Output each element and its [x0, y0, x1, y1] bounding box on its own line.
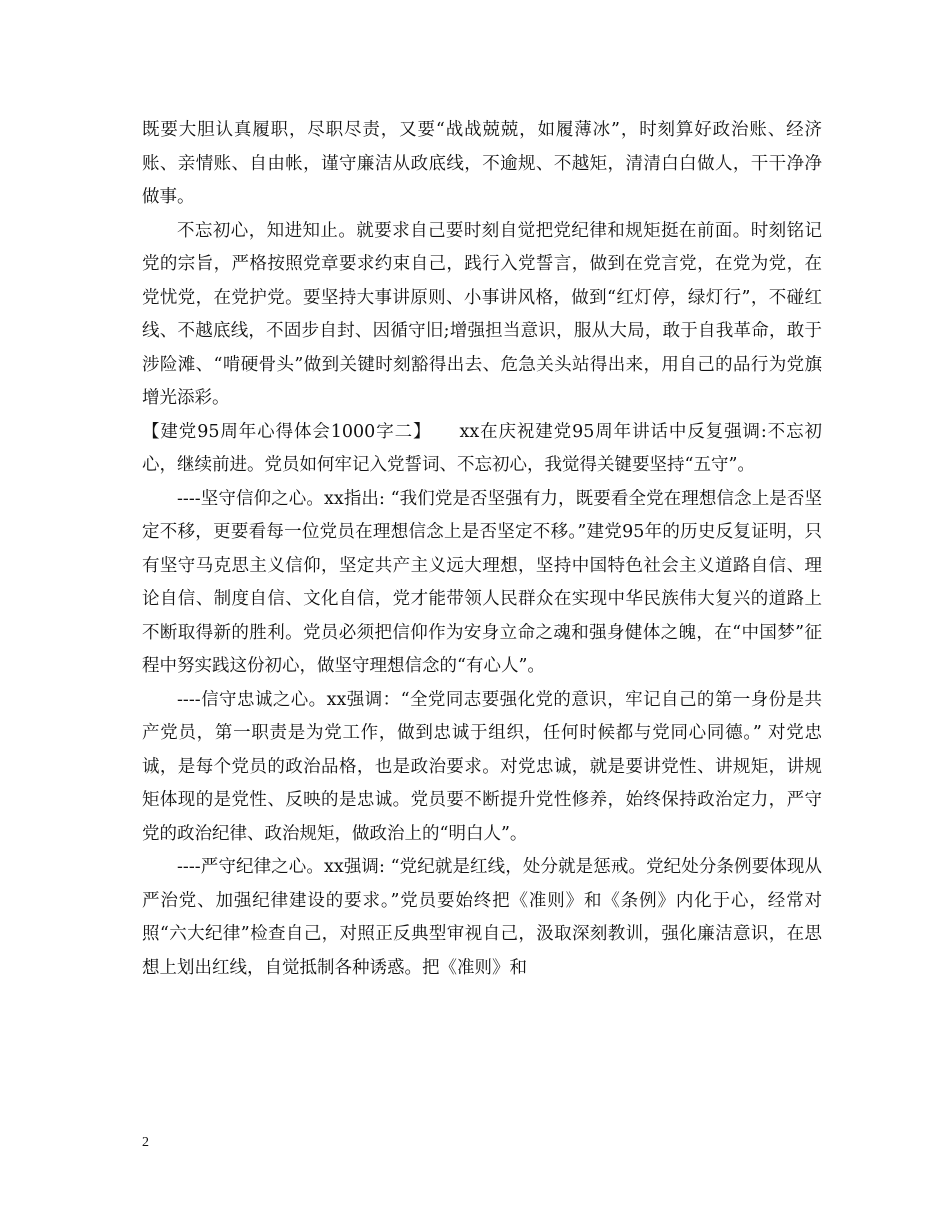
paragraph-4: ----坚守信仰之心。xx指出: “我们党是否坚强有力，既要看全党在理想信念上是否坚定不移，更要看每一位党员在理想信念上是否坚定不移。”建党95年的历史反复证明，只有坚守马克思主义信仰，坚定共产主义远大理想，坚持中国特色社会主义道路自信、理论自信、制度自信、文化自信，党才能带领人民群众在实现中华民族伟大复兴的道路上不断取得新的胜利。党员必须把信仰作为安身立命之魂和强身健体之魄，在“中国梦”征程中努实践这份初心，做坚守理想信念的“有心人”。 [142, 488, 822, 676]
paragraph-5: ----信守忠诚之心。xx强调：“全党同志要强化党的意识，牢记自己的第一身份是共产党员，第一职责是为党工作，做到忠诚于组织，任何时候都与党同心同德。” 对党忠诚，是每个党员的政治品格，也是政治要求。对党忠诚，就是要讲党性、讲规矩，讲规矩体现的是党性、反映的是忠诚。党员要不断提升党性修养，始终保持政治定力，严守党的政治纪律、政治规矩，做政治上的“明白人”。 [142, 689, 822, 844]
paragraph-2: 不忘初心，知进知止。就要求自己要时刻自觉把党纪律和规矩挺在前面。时刻铭记党的宗旨，严格按照党章要求约束自己，践行入党誓言，做到在党言党，在党为党，在党忧党，在党护党。要坚持大事讲原则、小事讲风格，做到“红灯停，绿灯行”，不碰红线、不越底线，不固步自封、因循守旧;增强担当意识，服从大局，敢于自我革命，敢于涉险滩、“啃硬骨头”做到关键时刻豁得出去、危急关头站得出来，用自己的品行为党旗增光添彩。 [142, 220, 822, 408]
document-body [142, 114, 822, 985]
paragraph-3-heading: 【建党95周年心得体会1000字二】 xx在庆祝建党95周年讲话中反复强调:不忘初心，继续前进。党员如何牢记入党誓词、不忘初心，我觉得关键要坚持“五守”。 [142, 421, 822, 475]
page-number: 2 [142, 1135, 149, 1150]
paragraph-1: 既要大胆认真履职，尽职尽责，又要“战战兢兢，如履薄冰”，时刻算好政治账、经济账、亲情账、自由帐，谨守廉洁从政底线，不逾规、不越矩，清清白白做人，干干净净做事。 [142, 120, 822, 207]
paragraph-6: ----严守纪律之心。xx强调: “党纪就是红线，处分就是惩戒。党纪处分条例要体现从严治党、加强纪律建设的要求。”党员要始终把《准则》和《条例》内化于心，经常对照“六大纪律”检查自己，对照正反典型审视自己，汲取深刻教训，强化廉洁意识，在思想上划出红线，自觉抵制各种诱惑。把《准则》和 [142, 857, 822, 978]
